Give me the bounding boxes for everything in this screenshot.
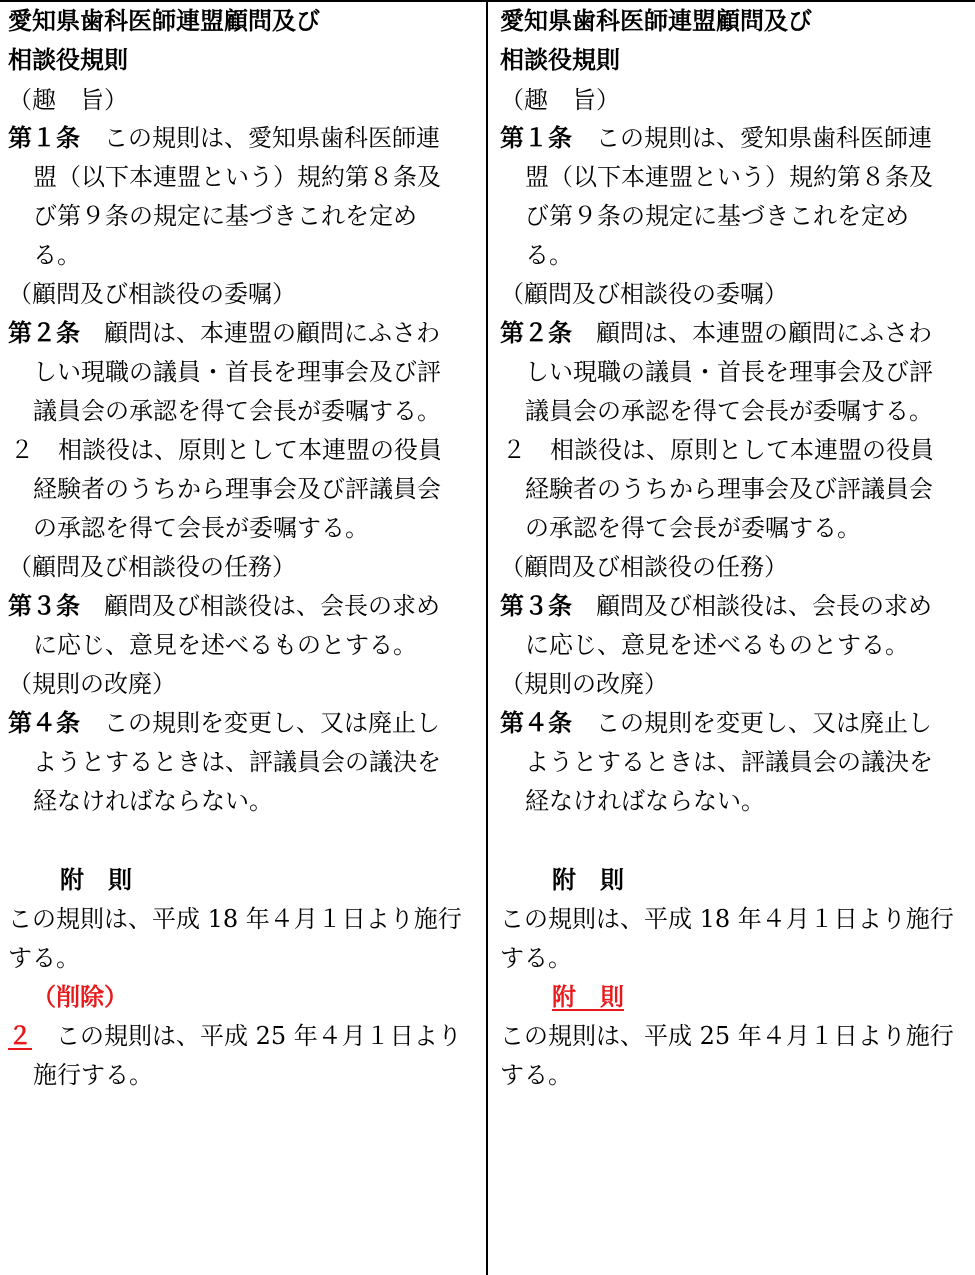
article-2-line1 [500, 314, 932, 352]
doc-title-line2: 相談役規則 [500, 46, 620, 74]
supplementary-2-line2: 施行する。 [33, 1061, 153, 1089]
supplementary-1-line1: この規則は、平成 18 年４月１日より施行 [500, 905, 954, 933]
heading-commission: （顧問及び相談役の委嘱） [500, 280, 788, 308]
supplementary-2-line1 [8, 1017, 462, 1055]
article-2-para2-line3: の承認を得て会長が委嘱する。 [525, 514, 861, 542]
article-1-line4: る。 [33, 241, 81, 269]
deleted-mark: （削除） [32, 983, 128, 1011]
article-2-line3: 議員会の承認を得て会長が委嘱する。 [33, 397, 441, 425]
article-1-line4: る。 [525, 241, 573, 269]
article-1-line3: び第９条の規定に基づきこれを定め [33, 202, 417, 230]
doc-title-line1: 愛知県歯科医師連盟顧問及び [8, 7, 320, 35]
article-1-number: 第１条 [500, 124, 572, 152]
supplementary-2-line2: する。 [500, 1061, 572, 1089]
supplementary-heading: 附 則 [60, 866, 132, 894]
article-1-line2: 盟（以下本連盟という）規約第８条及 [525, 163, 933, 191]
article-4-text: この規則を変更し、又は廃止し [104, 709, 440, 737]
heading-purpose: （趣 旨） [500, 86, 620, 114]
article-3-text: 顧問及び相談役は、会長の求め [596, 592, 932, 620]
article-3-line2: に応じ、意見を述べるものとする。 [525, 631, 909, 659]
supplementary-1-line2: する。 [8, 944, 80, 972]
article-3-number: 第３条 [8, 592, 80, 620]
article-3-line1 [500, 587, 932, 625]
article-1-line1 [8, 119, 440, 157]
heading-purpose: （趣 旨） [8, 86, 128, 114]
para-2-text: 相談役は、原則として本連盟の役員 [58, 436, 442, 464]
article-2-number: 第２条 [500, 319, 572, 347]
article-4-line2: ようとするときは、評議員会の議決を [33, 748, 441, 776]
article-1-line3: び第９条の規定に基づきこれを定め [525, 202, 909, 230]
article-4-number: 第４条 [500, 709, 572, 737]
doc-title-line2: 相談役規則 [8, 46, 128, 74]
article-2-para2-line1 [502, 431, 934, 469]
article-4-line1 [8, 704, 440, 742]
para-2-number: ２ [502, 436, 526, 464]
article-2-para2-line1 [10, 431, 442, 469]
article-3-number: 第３条 [500, 592, 572, 620]
article-4-line2: ようとするときは、評議員会の議決を [525, 748, 933, 776]
supplementary-1-line1: この規則は、平成 18 年４月１日より施行 [8, 905, 462, 933]
article-2-text: 顧問は、本連盟の顧問にふさわ [104, 319, 440, 347]
supplementary-1-line2: する。 [500, 944, 572, 972]
article-4-line3: 経なければならない。 [33, 787, 273, 815]
supplementary-heading: 附 則 [552, 866, 624, 894]
column-divider [486, 0, 488, 1275]
article-4-number: 第４条 [8, 709, 80, 737]
heading-duties: （顧問及び相談役の任務） [8, 553, 296, 581]
supplementary-2-text: この規則は、平成 25 年４月１日より [56, 1022, 462, 1050]
article-1-text: この規則は、愛知県歯科医師連 [104, 124, 440, 152]
article-2-number: 第２条 [8, 319, 80, 347]
article-4-text: この規則を変更し、又は廃止し [596, 709, 932, 737]
article-1-text: この規則は、愛知県歯科医師連 [596, 124, 932, 152]
heading-amendment: （規則の改廃） [500, 670, 668, 698]
supplementary-2-number: ２ [8, 1022, 32, 1050]
heading-commission: （顧問及び相談役の委嘱） [8, 280, 296, 308]
article-3-line1 [8, 587, 440, 625]
supplementary-2-line1: この規則は、平成 25 年４月１日より施行 [500, 1022, 954, 1050]
article-3-text: 顧問及び相談役は、会長の求め [104, 592, 440, 620]
para-2-number: ２ [10, 436, 34, 464]
article-2-para2-line2: 経験者のうちから理事会及び評議員会 [33, 475, 441, 503]
heading-amendment: （規則の改廃） [8, 670, 176, 698]
article-2-text: 顧問は、本連盟の顧問にふさわ [596, 319, 932, 347]
article-4-line3: 経なければならない。 [525, 787, 765, 815]
article-3-line2: に応じ、意見を述べるものとする。 [33, 631, 417, 659]
article-1-line2: 盟（以下本連盟という）規約第８条及 [33, 163, 441, 191]
para-2-text: 相談役は、原則として本連盟の役員 [550, 436, 934, 464]
article-2-para2-line2: 経験者のうちから理事会及び評議員会 [525, 475, 933, 503]
article-1-line1 [500, 119, 932, 157]
article-4-line1 [500, 704, 932, 742]
article-2-line3: 議員会の承認を得て会長が委嘱する。 [525, 397, 933, 425]
doc-title-line1: 愛知県歯科医師連盟顧問及び [500, 7, 812, 35]
article-2-line2: しい現職の議員・首長を理事会及び評 [525, 358, 933, 386]
heading-duties: （顧問及び相談役の任務） [500, 553, 788, 581]
article-2-line2: しい現職の議員・首長を理事会及び評 [33, 358, 441, 386]
supplementary-heading-added: 附 則 [552, 983, 624, 1011]
article-1-number: 第１条 [8, 124, 80, 152]
article-2-para2-line3: の承認を得て会長が委嘱する。 [33, 514, 369, 542]
article-2-line1 [8, 314, 440, 352]
